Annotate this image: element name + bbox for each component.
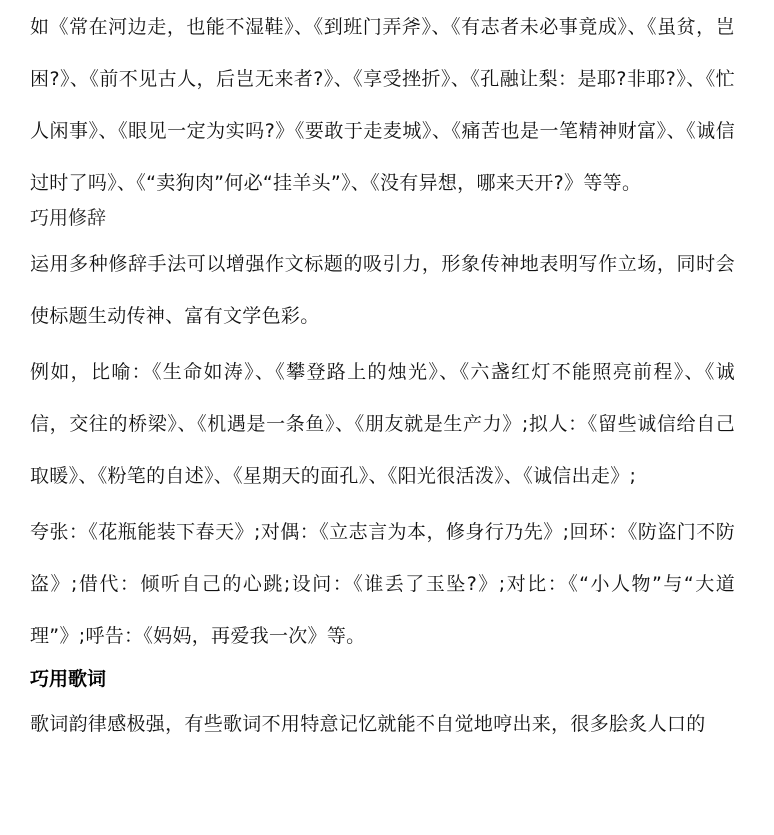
paragraph-lyrics-intro: 歌词韵律感极强，有些歌词不用特意记忆就能不自觉地哼出来，很多脍炙人口的 (30, 713, 706, 735)
document-body (30, 0, 735, 750)
section-heading-rhetoric: 巧用修辞 (30, 207, 107, 229)
paragraph-rhetoric-examples: 例如，比喻：《生命如涛》、《攀登路上的烛光》、《六盏红灯不能照亮前程》、《诚信，交往的桥梁》、《机遇是一条鱼》、《朋友就是生产力》;拟人：《留些诚信给自己取暖》、《粉笔的自述》、《星期天的面孔》、《阳光很活泼》、《诚信出走》; (30, 361, 735, 487)
paragraph-rhetoric-intro: 运用多种修辞手法可以增强作文标题的吸引力，形象传神地表明写作立场，同时会使标题生动传神、富有文学色彩。 (30, 253, 735, 327)
section-heading-lyrics: 巧用歌词 (30, 668, 107, 690)
paragraph-rhetoric-more-examples: 夸张：《花瓶能装下春天》;对偶：《立志言为本，修身行乃先》;回环：《防盗门不防盗》;借代：倾听自己的心跳;设问：《谁丢了玉坠?》;对比：《“小人物”与“大道理”》;呼告：《妈妈，再爱我一次》等。 (30, 521, 735, 647)
paragraph-title-examples: 如《常在河边走，也能不湿鞋》、《到班门弄斧》、《有志者未必事竟成》、《虽贫，岂困?》、《前不见古人，后岂无来者?》、《享受挫折》、《孔融让梨：是耶?非耶?》、《忙人闲事》、《眼见一定为实吗?》《要敢于走麦城》、《痛苦也是一笔精神财富》、《诚信过时了吗》、《“卖狗肉”何必“挂羊头”》、《没有异想，哪来天开?》等等。 (30, 16, 735, 194)
